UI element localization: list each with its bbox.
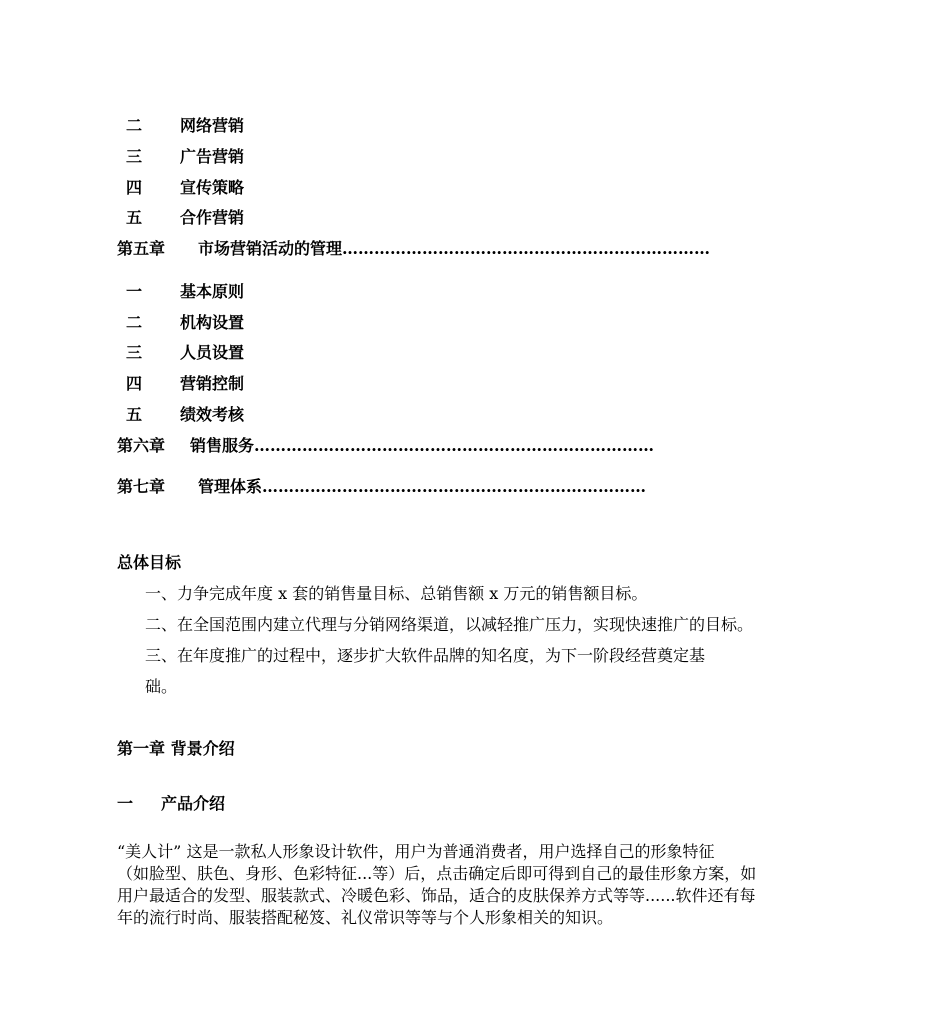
toc-item-number: 三 bbox=[125, 147, 142, 166]
toc-leader-dots: ………………………………………………………………… bbox=[254, 436, 655, 455]
intro-line: “美人计” 这是一款私人形象设计软件，用户为普通消费者，用户选择自己的形象特征 bbox=[117, 842, 715, 861]
toc-item-number: 五 bbox=[125, 208, 142, 227]
toc-item-label: 机构设置 bbox=[180, 313, 245, 332]
toc-item-label: 网络营销 bbox=[180, 116, 245, 135]
toc-chapter-title bbox=[198, 477, 646, 497]
toc-chapter-title bbox=[198, 239, 710, 259]
toc-chapter-number: 第七章 bbox=[117, 477, 166, 496]
chapter-title-text: 管理体系 bbox=[198, 477, 263, 496]
goal-item: 二、在全国范围内建立代理与分销网络渠道，以减轻推广压力，实现快速推广的目标。 bbox=[145, 615, 754, 634]
toc-item-label: 人员设置 bbox=[180, 343, 245, 362]
goal-item: 三、在年度推广的过程中，逐步扩大软件品牌的知名度，为下一阶段经营奠定基 bbox=[145, 646, 706, 665]
intro-line: （如脸型、肤色、身形、色彩特征...等）后，点击确定后即可得到自己的最佳形象方案，如 bbox=[117, 864, 757, 883]
toc-leader-dots: ……………………………………………………………… bbox=[262, 477, 647, 496]
section-title: 产品介绍 bbox=[161, 794, 226, 813]
toc-item-label: 广告营销 bbox=[180, 147, 245, 166]
toc-item-number: 五 bbox=[125, 405, 142, 424]
toc-chapter-number: 第六章 bbox=[117, 436, 166, 455]
intro-line: 用户最适合的发型、服装款式、冷暖色彩、饰品，适合的皮肤保养方式等等......软件还有每 bbox=[117, 886, 756, 905]
toc-chapter-number: 第五章 bbox=[117, 239, 166, 258]
goals-heading: 总体目标 bbox=[117, 553, 182, 572]
chapter-heading: 第一章 背景介绍 bbox=[117, 739, 235, 758]
chapter-title-text: 市场营销活动的管理 bbox=[198, 239, 343, 258]
toc-item-number: 四 bbox=[125, 178, 142, 197]
toc-item-label: 基本原则 bbox=[180, 282, 245, 301]
toc-item-label: 营销控制 bbox=[180, 374, 245, 393]
intro-line: 年的流行时尚、服装搭配秘笈、礼仪常识等等与个人形象相关的知识。 bbox=[117, 908, 614, 927]
chapter-title-text: 销售服务 bbox=[190, 436, 255, 455]
goal-item: 一、力争完成年度 x 套的销售量目标、总销售额 x 万元的销售额目标。 bbox=[145, 584, 648, 603]
toc-item-number: 二 bbox=[125, 313, 142, 332]
toc-item-number: 四 bbox=[125, 374, 142, 393]
toc-item-label: 绩效考核 bbox=[180, 405, 245, 424]
toc-item-number: 一 bbox=[125, 282, 142, 301]
toc-leader-dots: …………………………………………………………… bbox=[342, 239, 711, 258]
section-number: 一 bbox=[117, 794, 134, 813]
toc-item-label: 宣传策略 bbox=[180, 178, 245, 197]
toc-item-number: 三 bbox=[125, 343, 142, 362]
goal-item-continuation: 础。 bbox=[145, 677, 178, 696]
toc-item-label: 合作营销 bbox=[180, 208, 245, 227]
toc-chapter-title bbox=[190, 436, 654, 456]
toc-item-number: 二 bbox=[125, 116, 142, 135]
